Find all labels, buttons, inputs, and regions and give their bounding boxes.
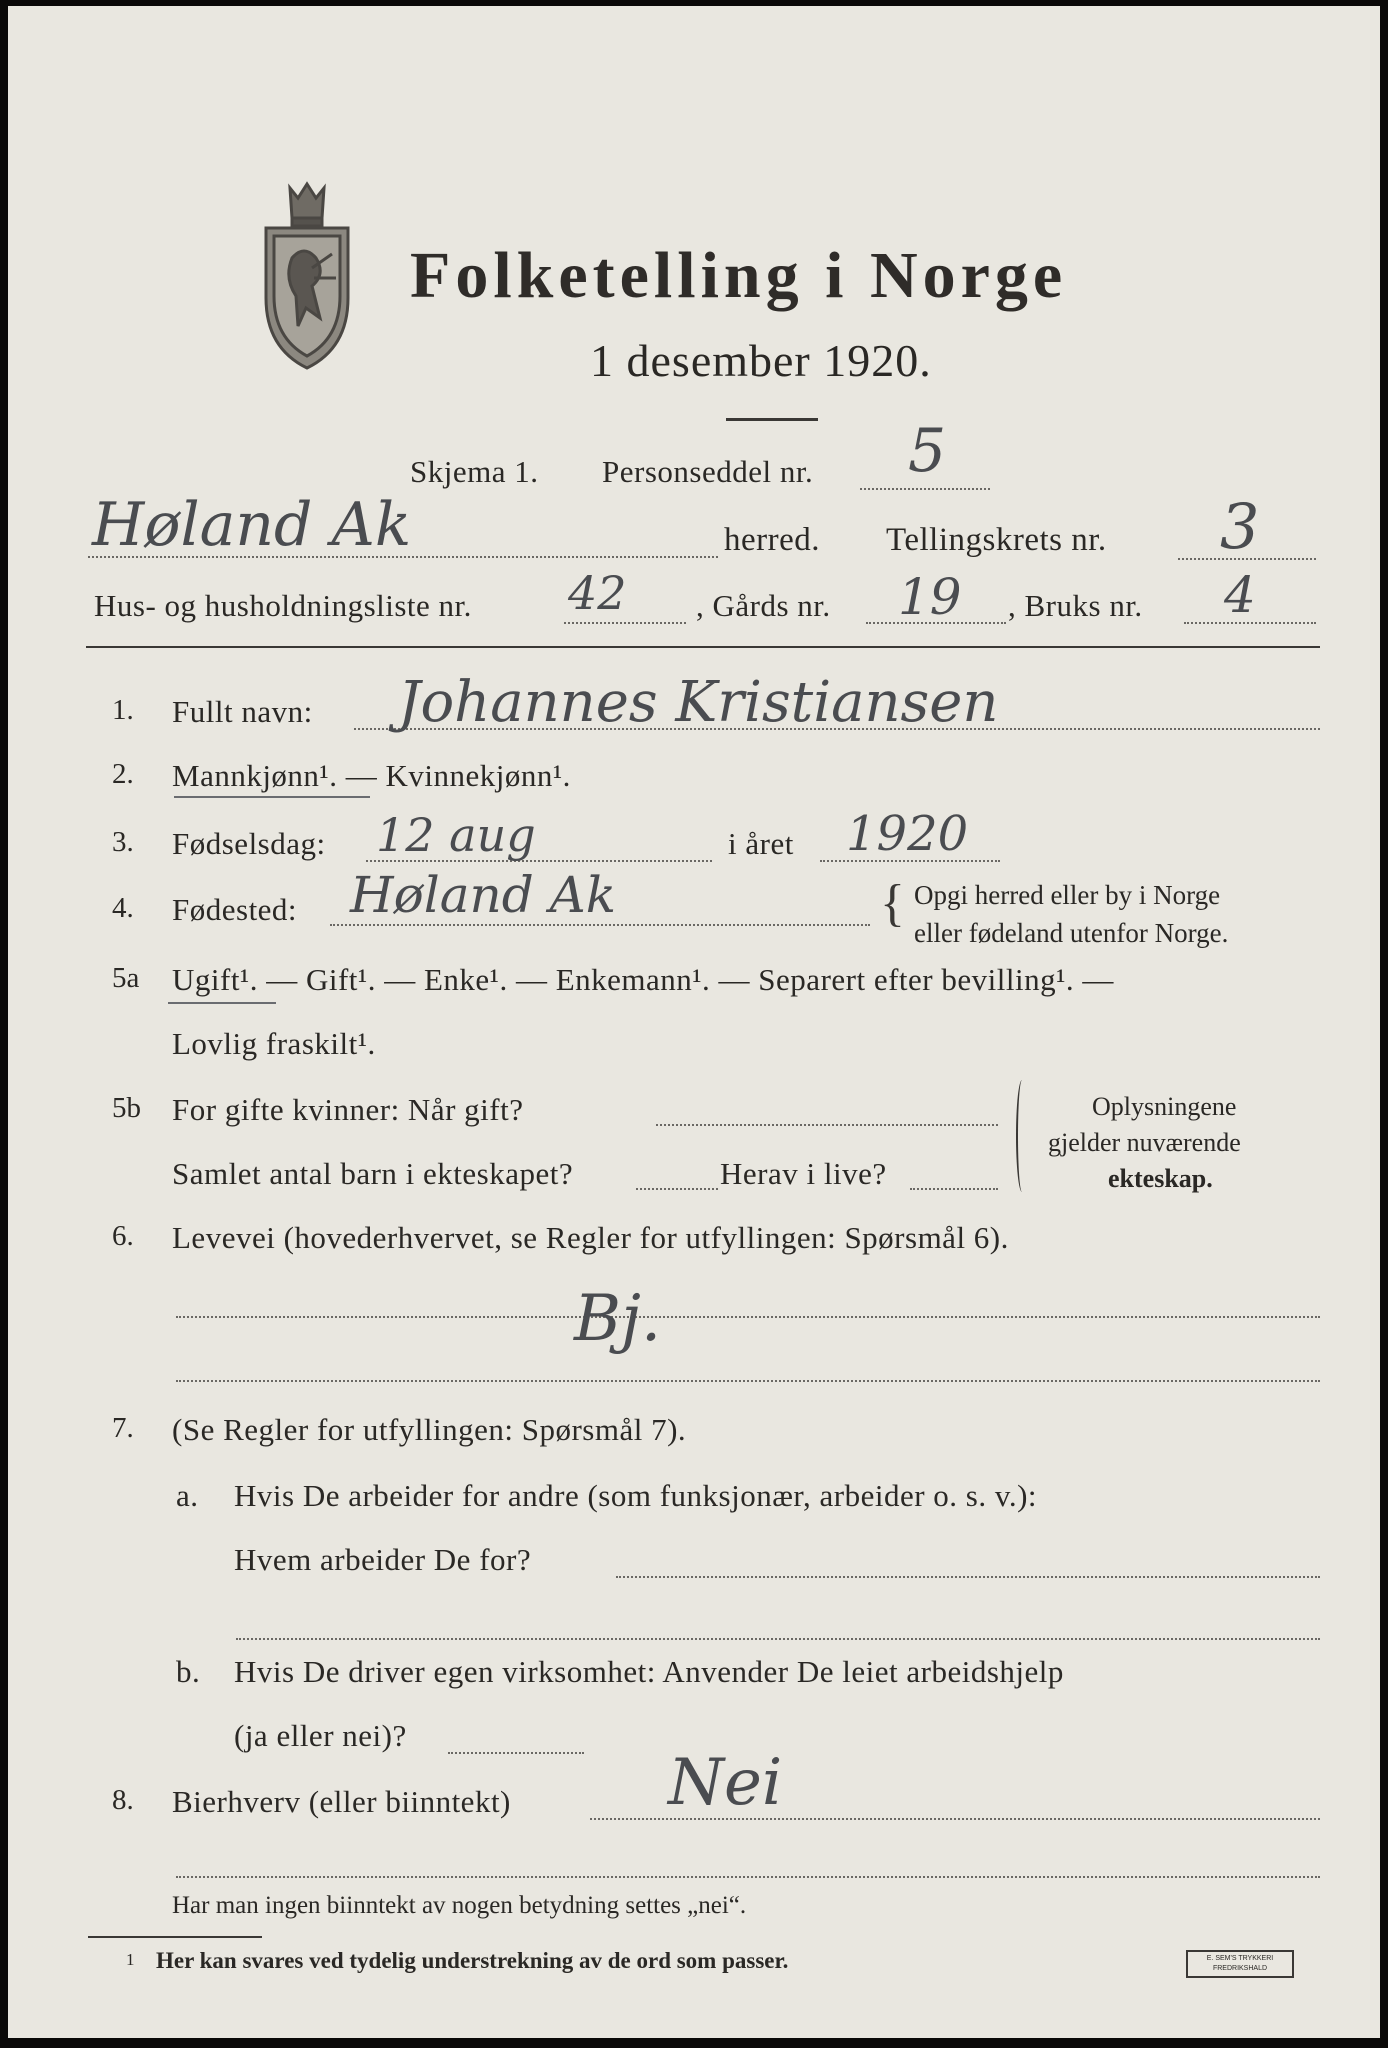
- footnote-text: Her kan svares ved tydelig understrekning av de ord som passer.: [156, 1948, 789, 1973]
- herred-line: [88, 556, 718, 558]
- children-line: [636, 1188, 718, 1190]
- q7-label: (Se Regler for utfyllingen: Spørsmål 7).: [172, 1412, 687, 1447]
- husliste-label: Hus- og husholdningsliste nr.: [94, 588, 472, 623]
- footer-note: Har man ingen biinntekt av nogen betydning settes „nei“.: [172, 1892, 747, 1919]
- census-form: [8, 6, 1380, 2038]
- q4-note-line1: Opgi herred eller by i Norge: [914, 880, 1221, 910]
- q6-label: Levevei (hovederhvervet, se Regler for utfyllingen: Spørsmål 6).: [172, 1220, 1009, 1255]
- bruks-label: , Bruks nr.: [1008, 588, 1143, 623]
- q5b-children-label: Samlet antal barn i ekteskapet?: [172, 1156, 574, 1191]
- birthplace-line: [330, 924, 870, 926]
- bruks-value[interactable]: 4: [1224, 566, 1256, 624]
- q1-label: Fullt navn:: [172, 694, 313, 729]
- q7a-line2: Hvem arbeider De for?: [234, 1542, 532, 1577]
- full-name-value[interactable]: Johannes Kristiansen: [398, 670, 999, 735]
- tellingskrets-value[interactable]: 3: [1220, 490, 1260, 563]
- q7b-letter: b.: [176, 1654, 201, 1689]
- q3-number: 3.: [112, 826, 134, 858]
- husliste-line: [564, 622, 686, 624]
- printer-line2: FREDRIKSHALD: [1212, 1965, 1268, 1972]
- q5a-number: 5a: [112, 962, 140, 994]
- personseddel-value[interactable]: 5: [908, 416, 947, 486]
- q3-label: Fødselsdag:: [172, 826, 326, 861]
- husliste-value[interactable]: 42: [568, 566, 627, 620]
- birth-year-value[interactable]: 1920: [846, 806, 969, 862]
- q5b-note-line1: Oplysningene: [1092, 1092, 1237, 1121]
- q5b-note-line2: gjelder nuværende: [1048, 1128, 1241, 1157]
- q5b-brace-open: [1016, 1080, 1028, 1192]
- q5b-note-line3: ekteskap.: [1108, 1164, 1213, 1193]
- employer-line2: [236, 1638, 1320, 1640]
- q2-number: 2.: [112, 758, 134, 790]
- year-label: i året: [728, 826, 794, 861]
- q6-number: 6.: [112, 1220, 134, 1252]
- q8-number: 8.: [112, 1784, 134, 1816]
- ugift-underline: [168, 1002, 276, 1004]
- occupation-value[interactable]: Bj.: [574, 1282, 662, 1356]
- printer-stamp: [1186, 1950, 1294, 1978]
- birthplace-value[interactable]: Høland Ak: [350, 866, 617, 924]
- footnote-mark: 1: [126, 1950, 135, 1969]
- q4-number: 4.: [112, 892, 134, 924]
- herred-value[interactable]: Høland Ak: [92, 490, 412, 560]
- mannkjonn-underline: [174, 796, 370, 798]
- q2-label: Mannkjønn¹. — Kvinnekjønn¹.: [172, 758, 571, 793]
- q4-note-line2: eller fødeland utenfor Norge.: [914, 918, 1229, 948]
- q5a-line2: Lovlig fraskilt¹.: [172, 1026, 376, 1061]
- q5a-line1: Ugift¹. — Gift¹. — Enke¹. — Enkemann¹. — Separert efter bevilling¹. —: [172, 962, 1114, 997]
- q7b-line2: (ja eller nei)?: [234, 1718, 407, 1753]
- q5b-alive-label: Herav i live?: [720, 1156, 887, 1191]
- q5b-line1: For gifte kvinner: Når gift?: [172, 1092, 524, 1127]
- coat-of-arms-icon: [254, 178, 360, 378]
- personseddel-line: [860, 488, 990, 490]
- form-title: Folketelling i Norge: [410, 239, 1068, 312]
- census-date: 1 desember 1920.: [590, 335, 932, 386]
- gards-value[interactable]: 19: [898, 568, 962, 626]
- side-income-value[interactable]: Nei: [668, 1746, 783, 1820]
- q4-label: Fødested:: [172, 892, 298, 927]
- title-divider: [726, 418, 818, 421]
- herred-label: herred.: [724, 522, 821, 558]
- occupation-line2: [176, 1380, 1320, 1382]
- tellingskrets-label: Tellingskrets nr.: [886, 522, 1107, 558]
- skjema-label: Skjema 1.: [410, 454, 539, 489]
- q7a-line1: Hvis De arbeider for andre (som funksjonær, arbeider o. s. v.):: [234, 1478, 1038, 1513]
- q8-label: Bierhverv (eller biinntekt): [172, 1784, 511, 1819]
- q7-number: 7.: [112, 1412, 134, 1444]
- married-date-line: [656, 1124, 998, 1126]
- printer-line1: E. SEM'S TRYKKERI: [1206, 1955, 1274, 1962]
- side-income-line2: [176, 1876, 1320, 1878]
- q4-brace: {: [880, 875, 905, 932]
- hired-help-line: [448, 1752, 584, 1754]
- alive-line: [910, 1188, 998, 1190]
- personseddel-label: Personseddel nr.: [602, 454, 814, 489]
- q7b-line1: Hvis De driver egen virksomhet: Anvender De leiet arbeidshjelp: [234, 1654, 1064, 1689]
- employer-line1: [616, 1576, 1320, 1578]
- footnote-divider: [88, 1936, 262, 1938]
- q7a-letter: a.: [176, 1478, 199, 1513]
- birthdate-value[interactable]: 12 aug: [376, 808, 536, 862]
- gards-label: , Gårds nr.: [696, 588, 831, 623]
- q1-number: 1.: [112, 694, 134, 726]
- occupation-line1: [176, 1316, 1320, 1318]
- header-divider: [86, 646, 1320, 648]
- q5b-number: 5b: [112, 1092, 141, 1124]
